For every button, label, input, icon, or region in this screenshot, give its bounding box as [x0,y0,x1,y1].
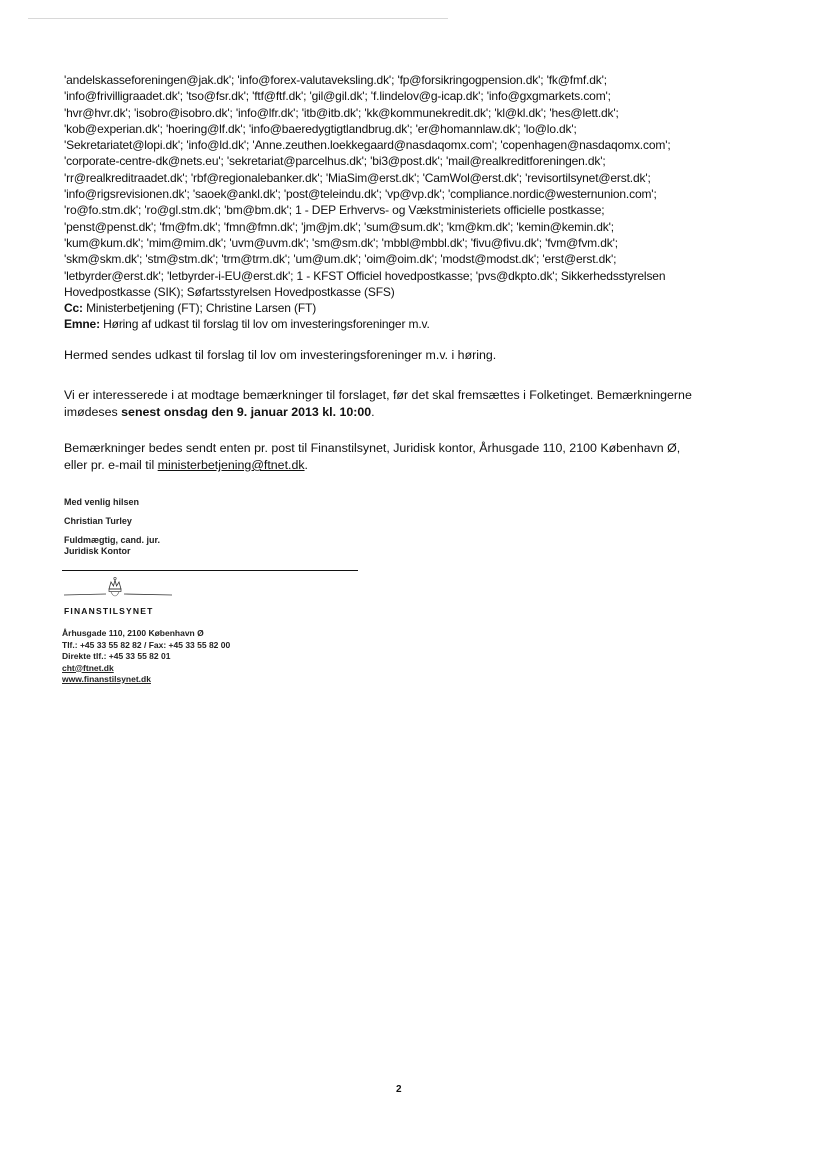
recipient-line: 'kum@kum.dk'; 'mim@mim.dk'; 'uvm@uvm.dk'; 'sm@sm.dk'; 'mbbl@mbbl.dk'; 'fivu@fivu.dk'; 'fvm@fvm.dk'; [64,235,618,250]
recipient-line: 'penst@penst.dk'; 'fm@fm.dk'; 'fmn@fmn.dk'; 'jm@jm.dk'; 'sum@sum.dk'; 'km@km.dk'; 'kemin@kemin.dk'; [64,219,614,234]
paragraph-text: Vi er interesserede i at modtage bemærkninger til forslaget, før det skal fremsættes i Folketinget. Bemærkningerne [64,388,692,402]
contact-address: Århusgade 110, 2100 København Ø [62,628,204,638]
paragraph-text: Hermed sendes udkast til forslag til lov om investeringsforeninger m.v. i høring. [64,348,497,362]
recipient-line: Hovedpostkasse (SIK); Søfartsstyrelsen Hovedpostkasse (SFS) [64,284,395,299]
subject-value: Høring af udkast til forslag til lov om investeringsforeninger m.v. [103,317,430,332]
subject-label: Emne: [64,317,100,332]
body-paragraph-3 [64,440,764,474]
recipient-line: 'hvr@hvr.dk'; 'isobro@isobro.dk'; 'info@lfr.dk'; 'itb@itb.dk'; 'kk@kommunekredit.dk'; 'kl@kl.dk'; 'hes@lett.dk'; [64,105,619,120]
contact-website-link[interactable]: www.finanstilsynet.dk [62,674,151,684]
cc-label: Cc: [64,301,83,316]
finanstilsynet-logo-text: FINANSTILSYNET [64,606,154,616]
body-paragraph-1 [64,347,764,364]
recipient-line: 'kob@experian.dk'; 'hoering@lf.dk'; 'info@baeredygtigtlandbrug.dk'; 'er@homannlaw.dk'; 'lo@lo.dk'; [64,121,577,136]
signature-title [64,535,160,557]
top-rule [28,18,448,19]
signature-title-line: Fuldmægtig, cand. jur. [64,535,161,545]
recipient-line: 'ro@fo.stm.dk'; 'ro@gl.stm.dk'; 'bm@bm.dk'; 1 - DEP Erhvervs- og Vækstministeriets officielle postkasse; [64,203,605,218]
recipient-line: 'skm@skm.dk'; 'stm@stm.dk'; 'trm@trm.dk'; 'um@um.dk'; 'oim@oim.dk'; 'modst@modst.dk'; 'erst@erst.dk'; [64,252,617,267]
signature-divider [62,570,358,571]
cc-line [64,300,764,316]
subject-line [64,316,764,332]
recipient-line: 'Sekretariatet@lopi.dk'; 'info@ld.dk'; 'Anne.zeuthen.loekkegaard@nasdaqomx.com'; 'copenhagen@nasdaqomx.com'; [64,138,671,153]
email-recipients [64,72,764,333]
recipient-line: 'rr@realkreditraadet.dk'; 'rbf@regionalebanker.dk'; 'MiaSim@erst.dk'; 'CamWol@erst.dk'; 'revisortilsynet@erst.dk'; [64,170,651,185]
recipient-line: 'corporate-centre-dk@nets.eu'; 'sekretariat@parcelhus.dk'; 'bi3@post.dk'; 'mail@realkreditforeningen.dk'; [64,154,606,169]
recipient-line: 'info@frivilligraadet.dk'; 'tso@fsr.dk'; 'ftf@ftf.dk'; 'gil@gil.dk'; 'f.lindelov@g-icap.dk'; 'info@gxgmarkets.com'; [64,89,611,104]
paragraph-text: imødeses [64,405,122,419]
signature-name: Christian Turley [64,516,132,526]
body-paragraph-2 [64,387,764,421]
email-line [64,457,764,474]
cc-value: Ministerbetjening (FT); Christine Larsen (FT) [86,301,317,316]
paragraph-text: . [304,458,308,472]
signature-department: Juridisk Kontor [64,546,131,556]
contact-direct-phone: Direkte tlf.: +45 33 55 82 01 [62,651,171,661]
deadline-line [64,404,764,421]
page-number: 2 [396,1084,402,1095]
signature-greeting: Med venlig hilsen [64,497,140,507]
paragraph-text: . [371,405,375,419]
recipient-line: 'info@rigsrevisionen.dk'; 'saoek@ankl.dk'; 'post@teleindu.dk'; 'vp@vp.dk'; 'compliance.nordic@westernunion.com'; [64,187,657,202]
ministerbetjening-email-link[interactable]: ministerbetjening@ftnet.dk [157,458,305,472]
recipient-line: 'letbyrder@erst.dk'; 'letbyrder-i-EU@erst.dk'; 1 - KFST Officiel hovedpostkasse; 'pvs@dkpto.dk'; Sikkerhedsstyrelsen [64,268,666,283]
contact-phone: Tlf.: +45 33 55 82 82 / Fax: +45 33 55 82 00 [62,639,231,650]
contact-block [62,628,230,686]
recipient-line: 'andelskasseforeningen@jak.dk'; 'info@forex-valutaveksling.dk'; 'fp@forsikringogpension.dk'; 'fk@fmf.dk'; [64,73,607,87]
paragraph-text: Bemærkninger bedes sendt enten pr. post til Finanstilsynet, Juridisk kontor, Århusgade 110, 2100 København Ø, [64,441,681,455]
contact-email-link[interactable]: cht@ftnet.dk [62,662,114,673]
deadline-text: senest onsdag den 9. januar 2013 kl. 10:00 [121,405,372,419]
paragraph-text: eller pr. e-mail til [64,458,158,472]
